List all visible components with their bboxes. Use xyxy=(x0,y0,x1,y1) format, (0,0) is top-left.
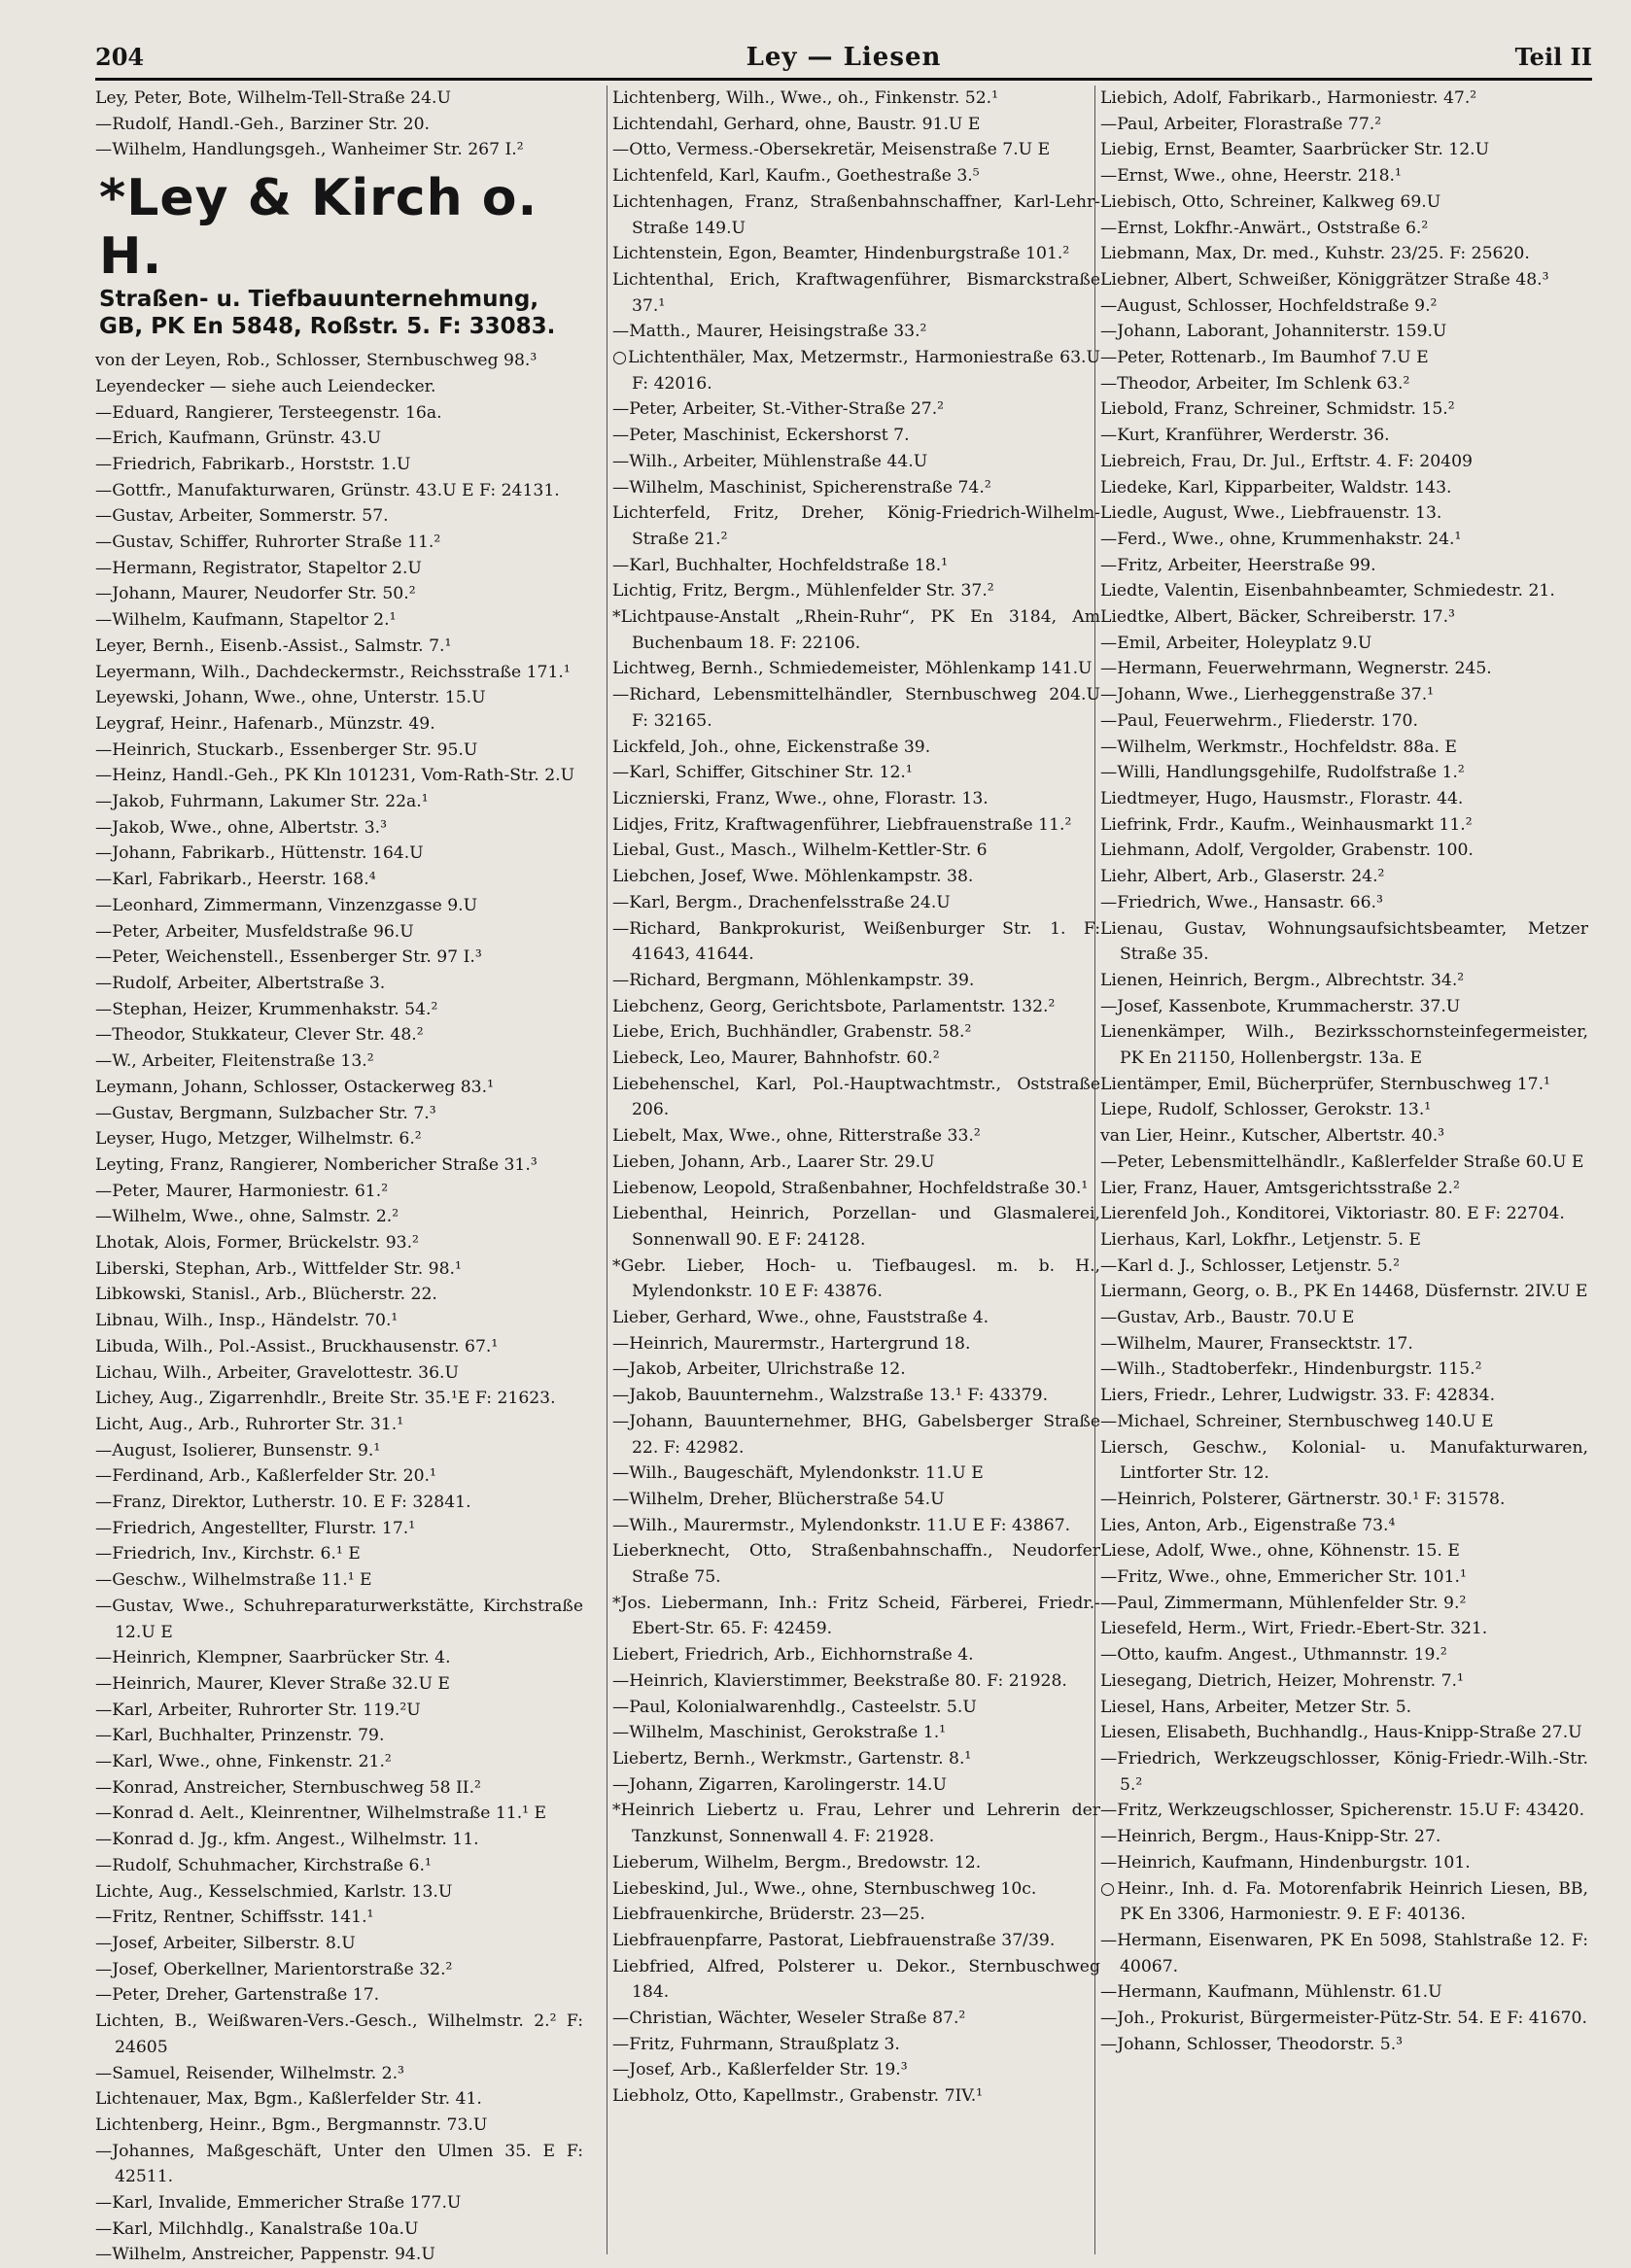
directory-entry: —Karl d. J., Schlosser, Letjenstr. 5.² xyxy=(1100,1255,1401,1276)
directory-entry: —Ferdinand, Arb., Kaßlerfelder Str. 20.¹ xyxy=(95,1466,436,1487)
directory-entry: —Hermann, Kaufmann, Mühlenstr. 61.U xyxy=(1100,1982,1442,2003)
directory-entry: —Rudolf, Arbeiter, Albertstraße 3. xyxy=(95,973,386,993)
directory-entry: Lier, Franz, Hauer, Amtsgerichtsstraße 2.² xyxy=(1100,1178,1460,1198)
part-label: Teil II xyxy=(1514,43,1592,71)
directory-entry: —Friedrich, Inv., Kirchstr. 6.¹ E xyxy=(95,1544,361,1564)
directory-entry: Lierenfeld Joh., Konditorei, Viktoriastr. 80. E F: 22704. xyxy=(1100,1204,1565,1224)
directory-entry: —Geschw., Wilhelmstraße 11.¹ E xyxy=(95,1570,372,1591)
directory-entry: Lieberum, Wilhelm, Bergm., Bredowstr. 12. xyxy=(612,1852,982,1873)
directory-entry: —Gustav, Arbeiter, Sommerstr. 57. xyxy=(95,506,389,527)
directory-entry: ○Heinr., Inh. d. Fa. Motorenfabrik Heinrich Liesen, BB, PK En 3306, Harmoniestr. 9. E F: 40136. xyxy=(1100,1878,1588,1925)
directory-entry: Lienau, Gustav, Wohnungsaufsichtsbeamter, Metzer Straße 35. xyxy=(1100,918,1588,965)
directory-entry: Leyermann, Wilh., Dachdeckermstr., Reichsstraße 171.¹ xyxy=(95,662,571,682)
header-rule xyxy=(95,78,1592,81)
directory-entry: Leyer, Bernh., Eisenb.-Assist., Salmstr. 7.¹ xyxy=(95,636,452,656)
directory-entry: Liebertz, Bernh., Werkmstr., Gartenstr. 8.¹ xyxy=(612,1749,972,1769)
directory-entry: —Karl, Bergm., Drachenfelsstraße 24.U xyxy=(612,892,951,912)
directory-entry: Liebal, Gust., Masch., Wilhelm-Kettler-Str. 6 xyxy=(612,841,988,861)
directory-entry: Liese, Adolf, Wwe., ohne, Köhnenstr. 15. E xyxy=(1100,1541,1460,1562)
directory-entry: Liesefeld, Herm., Wirt, Friedr.-Ebert-Str. 321. xyxy=(1100,1619,1488,1639)
directory-entry: —Jakob, Bauunternehm., Walzstraße 13.¹ F: 43379. xyxy=(612,1386,1049,1406)
directory-entry: Liers, Friedr., Lehrer, Ludwigstr. 33. F: 42834. xyxy=(1100,1386,1496,1406)
directory-entry: —Josef, Kassenbote, Krummacherstr. 37.U xyxy=(1100,996,1461,1016)
directory-entry: —Heinrich, Klavierstimmer, Beekstraße 80. F: 21928. xyxy=(612,1670,1067,1691)
directory-entry: —Friedrich, Werkzeugschlosser, König-Friedr.-Wilh.-Str. 5.² xyxy=(1100,1749,1588,1795)
directory-entry: Liebfried, Alfred, Polsterer u. Dekor., Sternbuschweg 184. xyxy=(612,1956,1100,2003)
directory-entry: Liesen, Elisabeth, Buchhandlg., Haus-Knipp-Straße 27.U xyxy=(1100,1723,1582,1743)
directory-entry: —Peter, Arbeiter, Musfeldstraße 96.U xyxy=(95,921,414,942)
directory-entry: Liersch, Geschw., Kolonial- u. Manufakturwaren, Lintforter Str. 12. xyxy=(1100,1437,1588,1484)
directory-entry: Licht, Aug., Arb., Ruhrorter Str. 31.¹ xyxy=(95,1414,404,1434)
directory-entry: —Heinrich, Bergm., Haus-Knipp-Str. 27. xyxy=(1100,1827,1441,1847)
advert-line: GB, PK En 5848, Roßstr. 5. F: 33083. xyxy=(99,314,556,340)
directory-entry: Liebfrauenpfarre, Pastorat, Liebfrauenstraße 37/39. xyxy=(612,1930,1056,1950)
directory-entry: Liedtmeyer, Hugo, Hausmstr., Florastr. 44. xyxy=(1100,788,1464,808)
directory-entry: —Johannes, Maßgeschäft, Unter den Ulmen 35. E F: 42511. xyxy=(95,2141,583,2187)
directory-entry: —Josef, Oberkellner, Marientorstraße 32.² xyxy=(95,1959,453,1979)
directory-entry: Liehr, Albert, Arb., Glaserstr. 24.² xyxy=(1100,867,1385,887)
directory-entry: van Lier, Heinr., Kutscher, Albertstr. 40.³ xyxy=(1100,1126,1445,1147)
directory-entry: —Kurt, Kranführer, Werderstr. 36. xyxy=(1100,426,1390,446)
directory-entry: ○Lichtenthäler, Max, Metzermstr., Harmoniestraße 63.U F: 42016. xyxy=(612,348,1100,394)
directory-entry: —Gustav, Bergmann, Sulzbacher Str. 7.³ xyxy=(95,1103,436,1123)
directory-entry: —Wilhelm, Wwe., ohne, Salmstr. 2.² xyxy=(95,1207,399,1227)
directory-entry: —Ernst, Lokfhr.-Anwärt., Oststraße 6.² xyxy=(1100,218,1429,238)
directory-entry: —Leonhard, Zimmermann, Vinzenzgasse 9.U xyxy=(95,895,478,915)
directory-entry: Liepe, Rudolf, Schlosser, Gerokstr. 13.¹ xyxy=(1100,1100,1432,1120)
directory-entry: Libnau, Wilh., Insp., Händelstr. 70.¹ xyxy=(95,1311,399,1331)
directory-entry: —Gustav, Wwe., Schuhreparaturwerkstätte, Kirchstraße 12.U E xyxy=(95,1596,583,1642)
directory-entry: —Michael, Schreiner, Sternbuschweg 140.U E xyxy=(1100,1411,1494,1431)
directory-entry: Liebehenschel, Karl, Pol.-Hauptwachtmstr., Oststraße 206. xyxy=(612,1074,1100,1120)
directory-entry: —Paul, Feuerwehrm., Fliederstr. 170. xyxy=(1100,710,1418,731)
directory-entry: Lieben, Johann, Arb., Laarer Str. 29.U xyxy=(612,1151,935,1172)
directory-entry: —Paul, Kolonialwarenhdlg., Casteelstr. 5.U xyxy=(612,1697,977,1717)
directory-entry: Liefrink, Frdr., Kaufm., Weinhausmarkt 11.² xyxy=(1100,814,1473,835)
directory-entry: Liebelt, Max, Wwe., ohne, Ritterstraße 33.² xyxy=(612,1126,981,1147)
directory-entry: —Karl, Fabrikarb., Heerstr. 168.⁴ xyxy=(95,870,376,890)
directory-entry: —Wilhelm, Dreher, Blücherstraße 54.U xyxy=(612,1489,945,1509)
column-2 xyxy=(612,86,1100,2254)
directory-entry: Liebchenz, Georg, Gerichtsbote, Parlamentstr. 132.² xyxy=(612,996,1056,1016)
directory-entry: Leyting, Franz, Rangierer, Nombericher Straße 31.³ xyxy=(95,1154,538,1175)
directory-entry: Liedle, August, Wwe., Liebfrauenstr. 13. xyxy=(1100,503,1442,524)
directory-entry: —Wilhelm, Handlungsgeh., Wanheimer Str. 267 I.² xyxy=(95,140,524,160)
directory-entry: —Hermann, Eisenwaren, PK En 5098, Stahlstraße 12. F: 40067. xyxy=(1100,1930,1588,1976)
directory-entry: Licznierski, Franz, Wwe., ohne, Florastr. 13. xyxy=(612,788,989,808)
directory-entry: —Wilh., Maurermstr., Mylendonkstr. 11.U E F: 43867. xyxy=(612,1515,1071,1535)
directory-entry: Leyser, Hugo, Metzger, Wilhelmstr. 6.² xyxy=(95,1129,422,1150)
directory-entry: Lichtenhagen, Franz, Straßenbahnschaffner, Karl-Lehr-Straße 149.U xyxy=(612,191,1100,238)
directory-entry: Lichtenberg, Heinr., Bgm., Bergmannstr. 73.U xyxy=(95,2114,488,2135)
directory-entry: —Peter, Arbeiter, St.-Vither-Straße 27.² xyxy=(612,399,945,420)
directory-entry: —Gustav, Schiffer, Ruhrorter Straße 11.² xyxy=(95,533,441,553)
directory-entry: —Wilhelm, Maschinist, Spicherenstraße 74.² xyxy=(612,477,991,498)
directory-entry: Lieberknecht, Otto, Straßenbahnschaffn., Neudorfer Straße 75. xyxy=(612,1541,1100,1588)
directory-entry: —Josef, Arbeiter, Silberstr. 8.U xyxy=(95,1934,356,1953)
directory-entry: —Hermann, Registrator, Stapeltor 2.U xyxy=(95,558,422,578)
directory-entry: *Gebr. Lieber, Hoch- u. Tiefbaugesl. m. b. H., Mylendonkstr. 10 E F: 43876. xyxy=(612,1255,1100,1302)
directory-entry: —Eduard, Rangierer, Tersteegenstr. 16a. xyxy=(95,402,442,423)
directory-entry: Lichte, Aug., Kesselschmied, Karlstr. 13.U xyxy=(95,1881,453,1902)
column-1-entries xyxy=(95,348,583,2268)
directory-entry: Liesegang, Dietrich, Heizer, Mohrenstr. 7.¹ xyxy=(1100,1670,1464,1691)
directory-entry: —Christian, Wächter, Weseler Straße 87.² xyxy=(612,2009,966,2029)
directory-entry: Lientämper, Emil, Bücherprüfer, Sternbuschweg 17.¹ xyxy=(1100,1074,1550,1094)
directory-entry: —Wilh., Arbeiter, Mühlenstraße 44.U xyxy=(612,451,928,471)
directory-entry: Lichten, B., Weißwaren-Vers.-Gesch., Wilhelmstr. 2.² F: 24605 xyxy=(95,2011,583,2057)
directory-entry: —Konrad, Anstreicher, Sternbuschweg 58 II.² xyxy=(95,1777,481,1798)
directory-entry: Liesel, Hans, Arbeiter, Metzer Str. 5. xyxy=(1100,1697,1412,1717)
directory-entry: Libkowski, Stanisl., Arb., Blücherstr. 22. xyxy=(95,1285,437,1305)
directory-entry: Liebenow, Leopold, Straßenbahner, Hochfeldstraße 30.¹ xyxy=(612,1178,1089,1198)
directory-entry: —Konrad d. Jg., kfm. Angest., Wilhelmstr. 11. xyxy=(95,1830,479,1850)
directory-entry: —Johann, Schlosser, Theodorstr. 5.³ xyxy=(1100,2034,1404,2054)
directory-entry: von der Leyen, Rob., Schlosser, Sternbuschweg 98.³ xyxy=(95,351,538,371)
directory-entry: Liebeck, Leo, Maurer, Bahnhofstr. 60.² xyxy=(612,1048,940,1069)
directory-entry: —Fritz, Werkzeugschlosser, Spicherenstr. 15.U F: 43420. xyxy=(1100,1801,1585,1821)
directory-entry: —Jakob, Wwe., ohne, Albertstr. 3.³ xyxy=(95,817,388,838)
directory-entry: —Peter, Dreher, Gartenstraße 17. xyxy=(95,1985,380,2006)
directory-entry: —Peter, Rottenarb., Im Baumhof 7.U E xyxy=(1100,348,1429,368)
directory-entry: Lichterfeld, Fritz, Dreher, König-Friedrich-Wilhelm-Straße 21.² xyxy=(612,503,1100,549)
directory-entry: Liebreich, Frau, Dr. Jul., Erftstr. 4. F: 20409 xyxy=(1100,451,1473,471)
directory-entry: —Karl, Buchhalter, Hochfeldstraße 18.¹ xyxy=(612,555,949,575)
directory-entry: Lichtenfeld, Karl, Kaufm., Goethestraße 3.⁵ xyxy=(612,166,980,187)
directory-entry: Lienen, Heinrich, Bergm., Albrechtstr. 34.² xyxy=(1100,970,1465,990)
page-header xyxy=(95,43,1592,76)
directory-entry: Lichtenauer, Max, Bgm., Kaßlerfelder Str. 41. xyxy=(95,2089,482,2110)
directory-entry: Liebner, Albert, Schweißer, Königgrätzer Straße 48.³ xyxy=(1100,269,1549,290)
directory-entry: —Rudolf, Schuhmacher, Kirchstraße 6.¹ xyxy=(95,1855,432,1875)
directory-entry: Liebfrauenkirche, Brüderstr. 23—25. xyxy=(612,1905,925,1925)
directory-entry: —W., Arbeiter, Fleitenstraße 13.² xyxy=(95,1051,374,1072)
directory-entry: —Konrad d. Aelt., Kleinrentner, Wilhelmstraße 11.¹ E xyxy=(95,1804,547,1824)
directory-entry: Ley, Peter, Bote, Wilhelm-Tell-Straße 24.U xyxy=(95,88,451,108)
directory-entry: Liebchen, Josef, Wwe. Möhlenkampstr. 38. xyxy=(612,867,974,887)
directory-entry: Liebenthal, Heinrich, Porzellan- und Glasmalerei, Sonnenwall 90. E F: 24128. xyxy=(612,1204,1100,1250)
directory-entry: Lichtweg, Bernh., Schmiedemeister, Möhlenkamp 141.U xyxy=(612,659,1093,679)
directory-entry: Liebeskind, Jul., Wwe., ohne, Sternbuschweg 10c. xyxy=(612,1878,1037,1899)
directory-entry: Liermann, Georg, o. B., PK En 14468, Düsfernstr. 2IV.U E xyxy=(1100,1282,1588,1302)
directory-entry: Lichtig, Fritz, Bergm., Mühlenfelder Str. 37.² xyxy=(612,581,994,601)
directory-entry: —Peter, Lebensmittelhändlr., Kaßlerfelder Straße 60.U E xyxy=(1100,1151,1584,1172)
directory-entry: —Karl, Wwe., ohne, Finkenstr. 21.² xyxy=(95,1752,392,1772)
directory-entry: Liebig, Ernst, Beamter, Saarbrücker Str. 12.U xyxy=(1100,140,1490,160)
directory-entry: —August, Schlosser, Hochfeldstraße 9.² xyxy=(1100,295,1438,316)
directory-entry: —Heinrich, Maurermstr., Hartergrund 18. xyxy=(612,1333,971,1354)
directory-entry: —Heinrich, Polsterer, Gärtnerstr. 30.¹ F: 31578. xyxy=(1100,1489,1506,1509)
directory-entry: Leyendecker — siehe auch Leiendecker. xyxy=(95,376,436,396)
directory-entry: —Erich, Kaufmann, Grünstr. 43.U xyxy=(95,429,382,449)
column-1 xyxy=(95,86,583,2265)
directory-entry: —Heinrich, Stuckarb., Essenberger Str. 95.U xyxy=(95,739,478,760)
directory-entry: —Johann, Fabrikarb., Hüttenstr. 164.U xyxy=(95,843,424,864)
directory-entry: —Paul, Arbeiter, Florastraße 77.² xyxy=(1100,114,1382,134)
directory-entry: Lichtenstein, Egon, Beamter, Hindenburgstraße 101.² xyxy=(612,244,1070,264)
directory-entry: —Rudolf, Handl.-Geh., Barziner Str. 20. xyxy=(95,114,430,134)
directory-entry: Lidjes, Fritz, Kraftwagenführer, Liebfrauenstraße 11.² xyxy=(612,814,1072,835)
directory-entry: —Wilhelm, Maurer, Fransecktstr. 17. xyxy=(1100,1333,1413,1354)
directory-entry: *Jos. Liebermann, Inh.: Fritz Scheid, Färberei, Friedr.-Ebert-Str. 65. F: 42459. xyxy=(612,1593,1100,1639)
directory-entry: —Johann, Bauunternehmer, BHG, Gabelsberger Straße 22. F: 42982. xyxy=(612,1411,1100,1458)
company-advertisement xyxy=(99,169,583,340)
directory-entry: —Theodor, Stukkateur, Clever Str. 48.² xyxy=(95,1025,424,1046)
directory-entry: —Otto, kaufm. Angest., Uthmannstr. 19.² xyxy=(1100,1645,1447,1666)
directory-entry: —Wilh., Baugeschäft, Mylendonkstr. 11.U E xyxy=(612,1463,984,1484)
directory-entry: Liedeke, Karl, Kipparbeiter, Waldstr. 143. xyxy=(1100,477,1452,498)
column-1-top-entries xyxy=(95,86,583,163)
directory-entry: —Karl, Arbeiter, Ruhrorter Str. 119.²U xyxy=(95,1700,421,1720)
directory-entry: —Johann, Maurer, Neudorfer Str. 50.² xyxy=(95,584,416,604)
directory-entry: —Karl, Invalide, Emmericher Straße 177.U xyxy=(95,2193,462,2214)
directory-entry: *Heinrich Liebertz u. Frau, Lehrer und Lehrerin der Tanzkunst, Sonnenwall 4. F: 21928. xyxy=(612,1801,1100,1847)
directory-entry: —Otto, Vermess.-Obersekretär, Meisenstraße 7.U E xyxy=(612,140,1051,160)
directory-entry: —Fritz, Wwe., ohne, Emmericher Str. 101.¹ xyxy=(1100,1567,1467,1588)
directory-entry: —Jakob, Fuhrmann, Lakumer Str. 22a.¹ xyxy=(95,792,429,812)
directory-entry: Liebisch, Otto, Schreiner, Kalkweg 69.U xyxy=(1100,191,1441,212)
directory-entry: Liebold, Franz, Schreiner, Schmidstr. 15.² xyxy=(1100,399,1455,420)
directory-entry: Liedtke, Albert, Bäcker, Schreiberstr. 17.³ xyxy=(1100,607,1455,628)
directory-entry: Liebert, Friedrich, Arb., Eichhornstraße 4. xyxy=(612,1645,974,1666)
directory-entry: —Karl, Schiffer, Gitschiner Str. 12.¹ xyxy=(612,763,913,783)
directory-entry: Lichau, Wilh., Arbeiter, Gravelottestr. 36.U xyxy=(95,1362,460,1383)
directory-entry: —Fritz, Fuhrmann, Straußplatz 3. xyxy=(612,2034,900,2054)
directory-entry: Liberski, Stephan, Arb., Wittfelder Str. 98.¹ xyxy=(95,1258,462,1279)
directory-entry: —Peter, Maschinist, Eckershorst 7. xyxy=(612,426,910,446)
directory-entry: —August, Isolierer, Bunsenstr. 9.¹ xyxy=(95,1440,381,1460)
directory-entry: —Wilhelm, Maschinist, Gerokstraße 1.¹ xyxy=(612,1723,947,1743)
directory-entry: —Heinrich, Maurer, Klever Straße 32.U E xyxy=(95,1673,450,1694)
directory-entry: —Matth., Maurer, Heisingstraße 33.² xyxy=(612,322,927,342)
directory-entry: Liebholz, Otto, Kapellmstr., Grabenstr. 7IV.¹ xyxy=(612,2086,984,2107)
directory-entry: Leyewski, Johann, Wwe., ohne, Unterstr. 15.U xyxy=(95,688,486,708)
directory-entry: Lienenkämper, Wilh., Bezirksschornsteinfegermeister, PK En 21150, Hollenbergstr. 13a. E xyxy=(1100,1022,1588,1069)
directory-entry: —Samuel, Reisender, Wilhelmstr. 2.³ xyxy=(95,2063,404,2083)
directory-entry: —Fritz, Rentner, Schiffsstr. 141.¹ xyxy=(95,1907,374,1928)
directory-entry: —Friedrich, Wwe., Hansastr. 66.³ xyxy=(1100,892,1383,912)
directory-entry: —Friedrich, Angestellter, Flurstr. 17.¹ xyxy=(95,1518,416,1538)
directory-entry: Lieber, Gerhard, Wwe., ohne, Fauststraße 4. xyxy=(612,1308,989,1328)
advert-company-name: *Ley & Kirch o. H. xyxy=(99,169,538,287)
directory-entry: —Theodor, Arbeiter, Im Schlenk 63.² xyxy=(1100,373,1410,394)
directory-entry: Lies, Anton, Arb., Eigenstraße 73.⁴ xyxy=(1100,1515,1396,1535)
directory-entry: —Hermann, Feuerwehrmann, Wegnerstr. 245. xyxy=(1100,659,1492,679)
directory-entry: —Johann, Wwe., Lierheggenstraße 37.¹ xyxy=(1100,685,1435,705)
page-title: Ley — Liesen xyxy=(746,43,942,72)
directory-entry: —Willi, Handlungsgehilfe, Rudolfstraße 1.² xyxy=(1100,763,1465,783)
directory-entry: —Stephan, Heizer, Krummenhakstr. 54.² xyxy=(95,999,438,1019)
directory-entry: Liebe, Erich, Buchhändler, Grabenstr. 58.² xyxy=(612,1022,972,1043)
column-2-entries xyxy=(612,86,1100,2110)
directory-entry: Leygraf, Heinr., Hafenarb., Münzstr. 49. xyxy=(95,713,435,734)
directory-entry: —Johann, Zigarren, Karolingerstr. 14.U xyxy=(612,1774,948,1795)
directory-entry: —Emil, Arbeiter, Holeyplatz 9.U xyxy=(1100,633,1372,653)
directory-entry: Lichtenberg, Wilh., Wwe., oh., Finkenstr. 52.¹ xyxy=(612,88,998,108)
column-3-entries xyxy=(1100,86,1588,2057)
directory-entry: Leymann, Johann, Schlosser, Ostackerweg 83.¹ xyxy=(95,1077,494,1097)
directory-entry: —Ernst, Wwe., ohne, Heerstr. 218.¹ xyxy=(1100,166,1402,187)
directory-entry: —Richard, Lebensmittelhändler, Sternbuschweg 204.U F: 32165. xyxy=(612,685,1100,731)
directory-entry: —Karl, Buchhalter, Prinzenstr. 79. xyxy=(95,1726,385,1746)
directory-entry: —Fritz, Arbeiter, Heerstraße 99. xyxy=(1100,555,1376,575)
directory-entry: —Peter, Maurer, Harmoniestr. 61.² xyxy=(95,1181,389,1201)
directory-entry: Libuda, Wilh., Pol.-Assist., Bruckhausenstr. 67.¹ xyxy=(95,1336,499,1357)
directory-entry: —Peter, Weichenstell., Essenberger Str. 97 I.³ xyxy=(95,947,482,968)
directory-entry: —Heinz, Handl.-Geh., PK Kln 101231, Vom-Rath-Str. 2.U xyxy=(95,766,575,786)
directory-entry: —Franz, Direktor, Lutherstr. 10. E F: 32841. xyxy=(95,1493,471,1513)
directory-entry: Liehmann, Adolf, Vergolder, Grabenstr. 100. xyxy=(1100,841,1474,861)
directory-entry: Liebmann, Max, Dr. med., Kuhstr. 23/25. F: 25620. xyxy=(1100,244,1530,264)
directory-entry: Lhotak, Alois, Former, Brückelstr. 93.² xyxy=(95,1233,419,1254)
directory-entry: *Lichtpause-Anstalt „Rhein-Ruhr“, PK En 3184, Am Buchenbaum 18. F: 22106. xyxy=(612,607,1100,653)
directory-entry: Lichey, Aug., Zigarrenhdlr., Breite Str. 35.¹E F: 21623. xyxy=(95,1389,556,1409)
directory-entry: Lichtenthal, Erich, Kraftwagenführer, Bismarckstraße 37.¹ xyxy=(612,269,1100,316)
directory-entry: —Friedrich, Fabrikarb., Horststr. 1.U xyxy=(95,454,411,474)
directory-entry: —Wilhelm, Werkmstr., Hochfeldstr. 88a. E xyxy=(1100,737,1457,757)
directory-entry: —Ferd., Wwe., ohne, Krummenhakstr. 24.¹ xyxy=(1100,529,1462,549)
directory-entry: —Karl, Milchhdlg., Kanalstraße 10a.U xyxy=(95,2218,419,2239)
directory-entry: —Gottfr., Manufakturwaren, Grünstr. 43.U E F: 24131. xyxy=(95,480,560,500)
directory-entry: —Paul, Zimmermann, Mühlenfelder Str. 9.² xyxy=(1100,1593,1467,1613)
directory-entry: —Jakob, Arbeiter, Ulrichstraße 12. xyxy=(612,1359,906,1380)
directory-entry: Lierhaus, Karl, Lokfhr., Letjenstr. 5. E xyxy=(1100,1229,1421,1250)
directory-entry: —Josef, Arb., Kaßlerfelder Str. 19.³ xyxy=(612,2060,908,2080)
directory-entry: —Wilh., Stadtoberfekr., Hindenburgstr. 115.² xyxy=(1100,1359,1482,1380)
directory-entry: —Joh., Prokurist, Bürgermeister-Pütz-Str. 54. E F: 41670. xyxy=(1100,2009,1587,2029)
directory-entry: —Johann, Laborant, Johanniterstr. 159.U xyxy=(1100,322,1447,342)
directory-entry: —Heinrich, Kaufmann, Hindenburgstr. 101. xyxy=(1100,1852,1471,1873)
page-number: 204 xyxy=(95,43,145,71)
directory-entry: —Heinrich, Klempner, Saarbrücker Str. 4. xyxy=(95,1648,451,1668)
column-3 xyxy=(1100,86,1588,2254)
directory-entry: —Gustav, Arb., Baustr. 70.U E xyxy=(1100,1308,1355,1328)
directory-entry: —Wilhelm, Kaufmann, Stapeltor 2.¹ xyxy=(95,610,397,631)
directory-entry: Liebich, Adolf, Fabrikarb., Harmoniestr. 47.² xyxy=(1100,88,1477,108)
advert-line: Straßen- u. Tiefbauunternehmung, xyxy=(99,287,539,313)
directory-entry: —Richard, Bergmann, Möhlenkampstr. 39. xyxy=(612,970,975,990)
directory-entry: Lickfeld, Joh., ohne, Eickenstraße 39. xyxy=(612,737,931,757)
directory-entry: —Richard, Bankprokurist, Weißenburger Str. 1. F: 41643, 41644. xyxy=(612,918,1100,965)
directory-entry: —Wilhelm, Anstreicher, Pappenstr. 94.U xyxy=(95,2245,435,2265)
directory-entry: Liedte, Valentin, Eisenbahnbeamter, Schmiedestr. 21. xyxy=(1100,581,1555,601)
directory-entry: Lichtendahl, Gerhard, ohne, Baustr. 91.U E xyxy=(612,114,981,134)
